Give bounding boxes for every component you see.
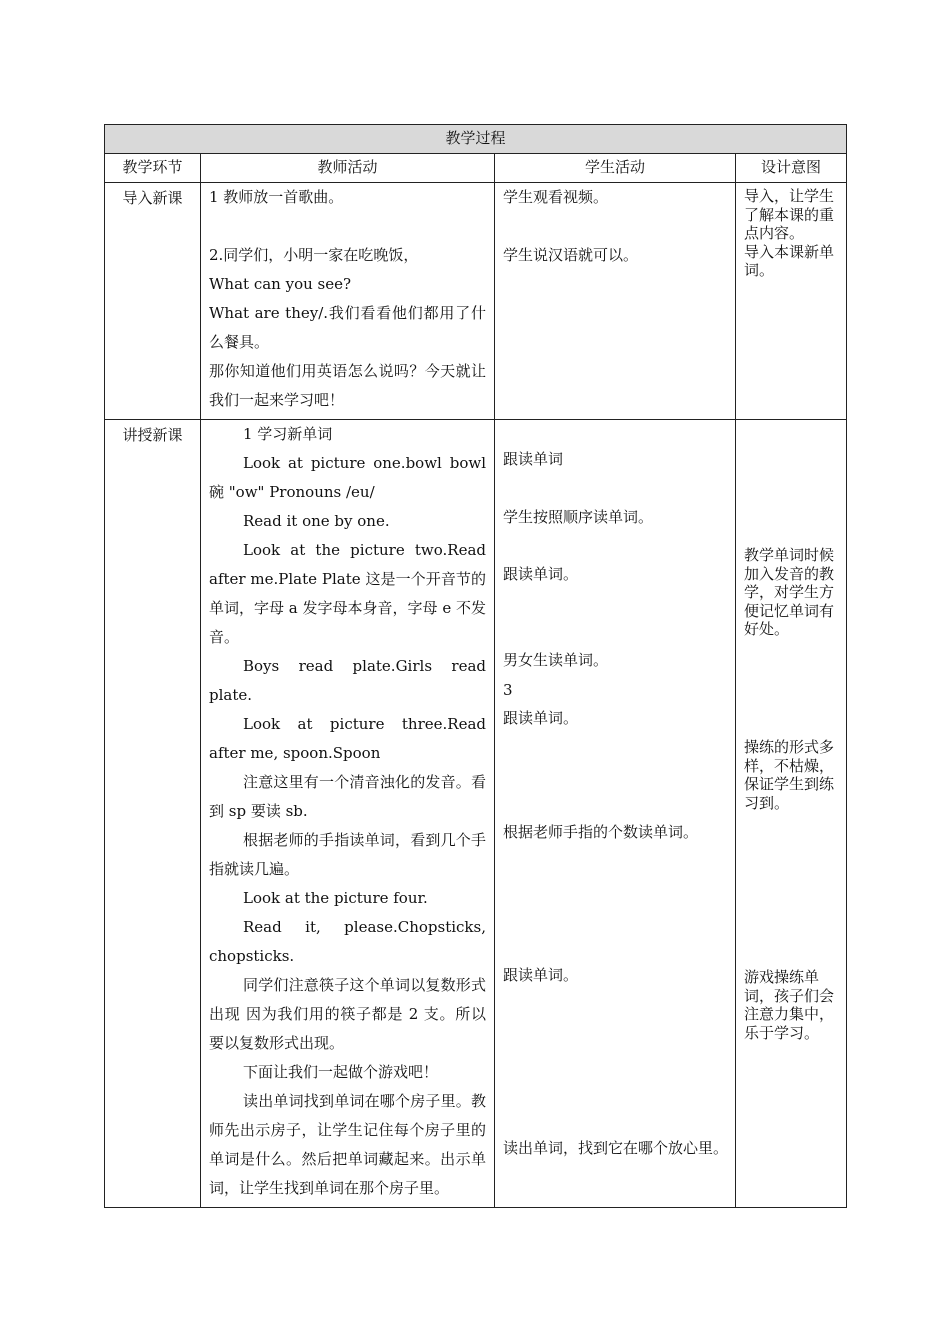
teacher-line: What are they/.我们看看他们都用了什么餐具。 [209, 304, 486, 351]
teacher-line: Look at picture one.bowl bowl 碗 "ow" Pronouns /eu/ [209, 454, 486, 501]
student-line: 跟读单词。 [503, 966, 579, 984]
table-row [105, 183, 847, 420]
teacher-line: Boys read plate.Girls read plate. [209, 657, 486, 704]
student-line: 根据老师手指的个数读单词。 [503, 823, 699, 841]
student-line: 跟读单词。 [503, 565, 579, 583]
teaching-process-table [104, 124, 847, 1208]
stage-cell: 讲授新课 [105, 420, 201, 1208]
student-line: 跟读单词。 [503, 709, 579, 727]
teacher-line: 2.同学们，小明一家在吃晚饭， [209, 246, 419, 264]
teacher-line: 注意这里有一个清音浊化的发音。看到 sp 要读 sb. [209, 773, 486, 820]
student-line: 学生按照顺序读单词。 [503, 508, 654, 526]
intent-text: 游戏操练单词，孩子们会注意力集中，乐于学习。 [744, 968, 835, 1042]
teacher-line: Look at picture three.Read after me, spoon.Spoon [209, 715, 486, 762]
intent-text: 操练的形式多样，不枯燥，保证学生到练习到。 [744, 738, 835, 812]
intent-text: 导入，让学生了解本课的重点内容。 [744, 187, 835, 242]
header-design-intent: 设计意图 [736, 154, 847, 183]
teacher-line: 读出单词找到单词在哪个房子里。教师先出示房子，让学生记住每个房子里的单词是什么。然后把单词藏起来。出示单词，让学生找到单词在那个房子里。 [209, 1092, 486, 1197]
student-activity-cell [495, 183, 736, 420]
intent-text: 导入本课新单词。 [744, 242, 835, 279]
teacher-line: 1 教师放一首歌曲。 [209, 188, 344, 206]
student-line: 学生说汉语就可以。 [503, 246, 639, 264]
teacher-activity-cell [201, 183, 495, 420]
header-stage: 教学环节 [105, 154, 201, 183]
design-intent-cell [736, 420, 847, 1208]
teacher-line: Read it, please.Chopsticks, chopsticks. [209, 918, 486, 965]
stage-cell: 导入新课 [105, 183, 201, 420]
teacher-line: Read it one by one. [243, 512, 390, 530]
teacher-line: Look at the picture four. [243, 889, 428, 907]
teacher-line: Look at the picture two.Read after me.Plate Plate 这是一个开音节的单词，字母 a 发字母本身音，字母 e 不发音。 [209, 541, 486, 646]
header-teacher-activity: 教师活动 [201, 154, 495, 183]
student-line: 男女生读单词。 [503, 651, 609, 669]
intent-text: 教学单词时候加入发音的教学，对学生方便记忆单词有好处。 [744, 546, 835, 638]
student-line: 3 [503, 681, 513, 699]
table-row [105, 420, 847, 1208]
student-line: 跟读单词 [503, 450, 564, 468]
teacher-line: What can you see? [209, 275, 352, 293]
student-activity-cell [495, 420, 736, 1208]
teacher-line: 那你知道他们用英语怎么说吗？今天就让我们一起来学习吧！ [209, 362, 486, 409]
teacher-line: 根据老师的手指读单词，看到几个手指就读几遍。 [209, 831, 486, 878]
student-line: 学生观看视频。 [503, 188, 609, 206]
header-student-activity: 学生活动 [495, 154, 736, 183]
teacher-line: 1 学习新单词 [243, 425, 333, 443]
teacher-line: 下面让我们一起做个游戏吧！ [243, 1063, 439, 1081]
teacher-line: 同学们注意筷子这个单词以复数形式出现 因为我们用的筷子都是 2 支。所以要以复数形式出现。 [209, 976, 486, 1052]
design-intent-cell [736, 183, 847, 420]
table-title: 教学过程 [105, 125, 847, 154]
student-line: 读出单词，找到它在哪个放心里。 [503, 1139, 729, 1157]
teacher-activity-cell [201, 420, 495, 1208]
